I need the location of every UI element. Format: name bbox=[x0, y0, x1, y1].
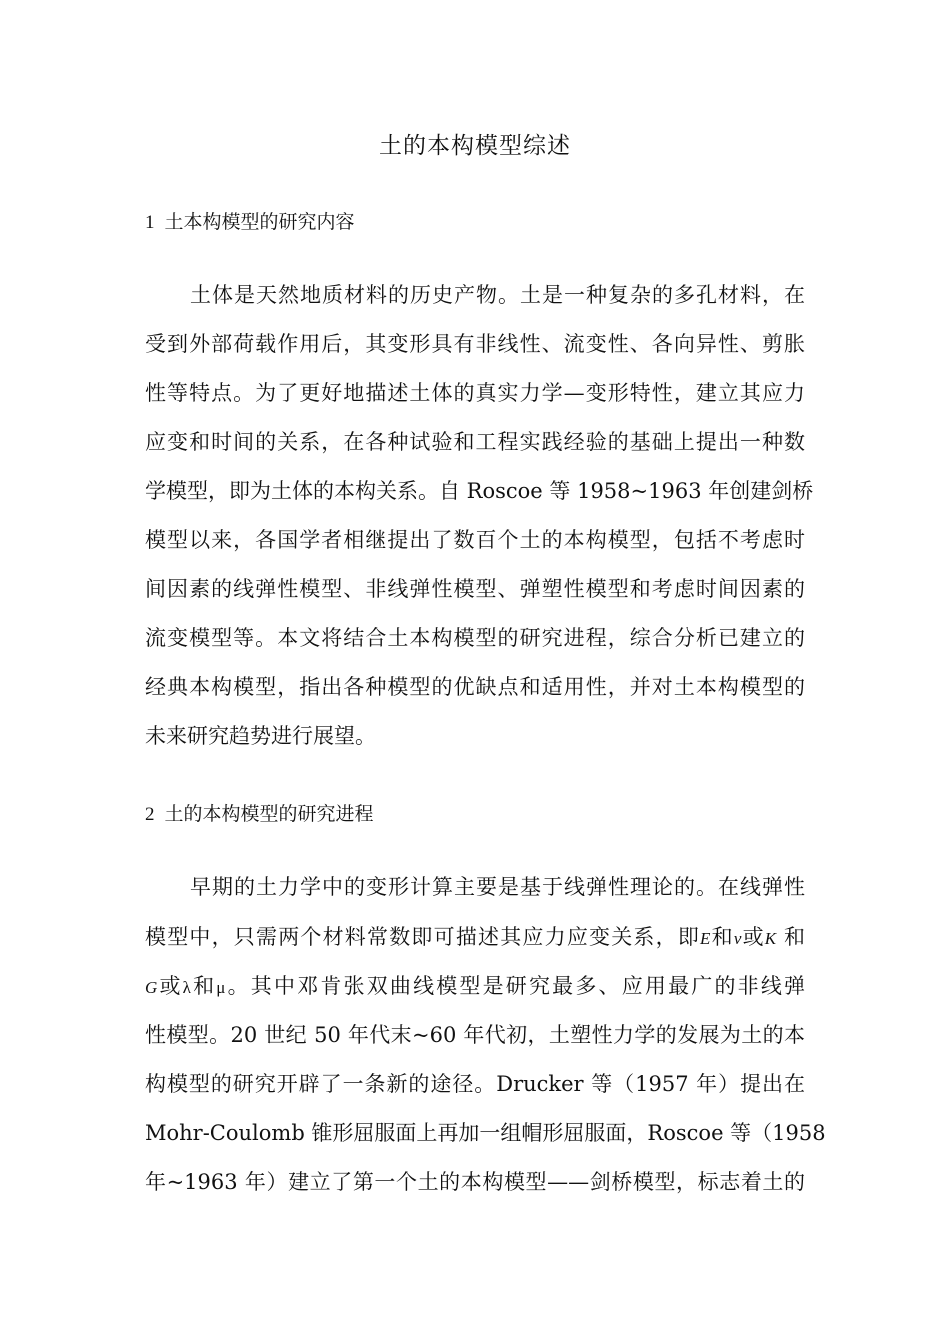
symbol-lambda: λ bbox=[182, 978, 191, 997]
symbol-v: v bbox=[733, 929, 742, 948]
document-title: 土的本构模型综述 bbox=[379, 133, 571, 159]
section-2-title: 土的本构模型的研究进程 bbox=[164, 803, 374, 825]
text-segment: 和 bbox=[190, 974, 217, 998]
paragraph-2-line: 年~1963 年）建立了第一个土的本构模型——剑桥模型，标志着土的 bbox=[145, 1170, 805, 1194]
paragraph-1-line: 模型以来，各国学者相继提出了数百个土的本构模型，包括不考虑时 bbox=[145, 528, 805, 552]
text-segment: 和 bbox=[710, 925, 734, 949]
paragraph-2-line: 性模型。20 世纪 50 年代末~60 年代初，土塑性力学的发展为土的本 bbox=[145, 1023, 805, 1047]
paragraph-1-line: 性等特点。为了更好地描述土体的真实力学—变形特性，建立其应力 bbox=[145, 381, 805, 405]
paragraph-1-line: 经典本构模型，指出各种模型的优缺点和适用性，并对土本构模型的 bbox=[145, 675, 805, 699]
paragraph-1-line: 应变和时间的关系，在各种试验和工程实践经验的基础上提出一种数 bbox=[145, 430, 805, 454]
paragraph-2-line: 构模型的研究开辟了一条新的途径。Drucker 等（1957 年）提出在 bbox=[145, 1072, 805, 1096]
paragraph-1-line: 受到外部荷载作用后，其变形具有非线性、流变性、各向异性、剪胀 bbox=[145, 332, 805, 356]
paragraph-1-line: 土体是天然地质材料的历史产物。土是一种复杂的多孔材料，在 bbox=[190, 283, 805, 307]
paragraph-2-line: 早期的土力学中的变形计算主要是基于线弹性理论的。在线弹性 bbox=[190, 875, 805, 899]
paragraph-2-line-with-symbols bbox=[145, 922, 805, 954]
text-segment: 或 bbox=[157, 974, 183, 998]
section-1-title: 土本构模型的研究内容 bbox=[164, 211, 355, 233]
paragraph-2-line-with-symbols bbox=[145, 971, 805, 1003]
text-segment: 模型中，只需两个材料常数即可描述其应力应变关系，即 bbox=[145, 925, 701, 949]
symbol-k: K bbox=[764, 929, 777, 948]
section-2-number: 2 bbox=[145, 804, 155, 825]
text-segment: 。其中邓肯张双曲线模型是研究最多、应用最广的非线弹 bbox=[225, 974, 806, 998]
paragraph-1-line: 间因素的线弹性模型、非线弹性模型、弹塑性模型和考虑时间因素的 bbox=[145, 577, 805, 601]
paragraph-1-line: 流变模型等。本文将结合土本构模型的研究进程，综合分析已建立的 bbox=[145, 626, 805, 650]
section-2-heading bbox=[145, 800, 374, 829]
section-1-heading bbox=[145, 208, 355, 237]
section-1-number: 1 bbox=[145, 212, 155, 233]
paragraph-1-line: 未来研究趋势进行展望。 bbox=[145, 724, 376, 748]
text-segment: 或 bbox=[741, 925, 765, 949]
symbol-g: G bbox=[145, 978, 158, 997]
symbol-e: E bbox=[700, 929, 711, 948]
symbol-mu: μ bbox=[216, 978, 226, 997]
text-segment: 和 bbox=[784, 925, 806, 949]
paragraph-1-line: 学模型，即为土体的本构关系。自 Roscoe 等 1958~1963 年创建剑桥 bbox=[145, 479, 814, 503]
paragraph-2-line: Mohr-Coulomb 锥形屈服面上再加一组帽形屈服面，Roscoe 等（1958 bbox=[145, 1121, 826, 1145]
